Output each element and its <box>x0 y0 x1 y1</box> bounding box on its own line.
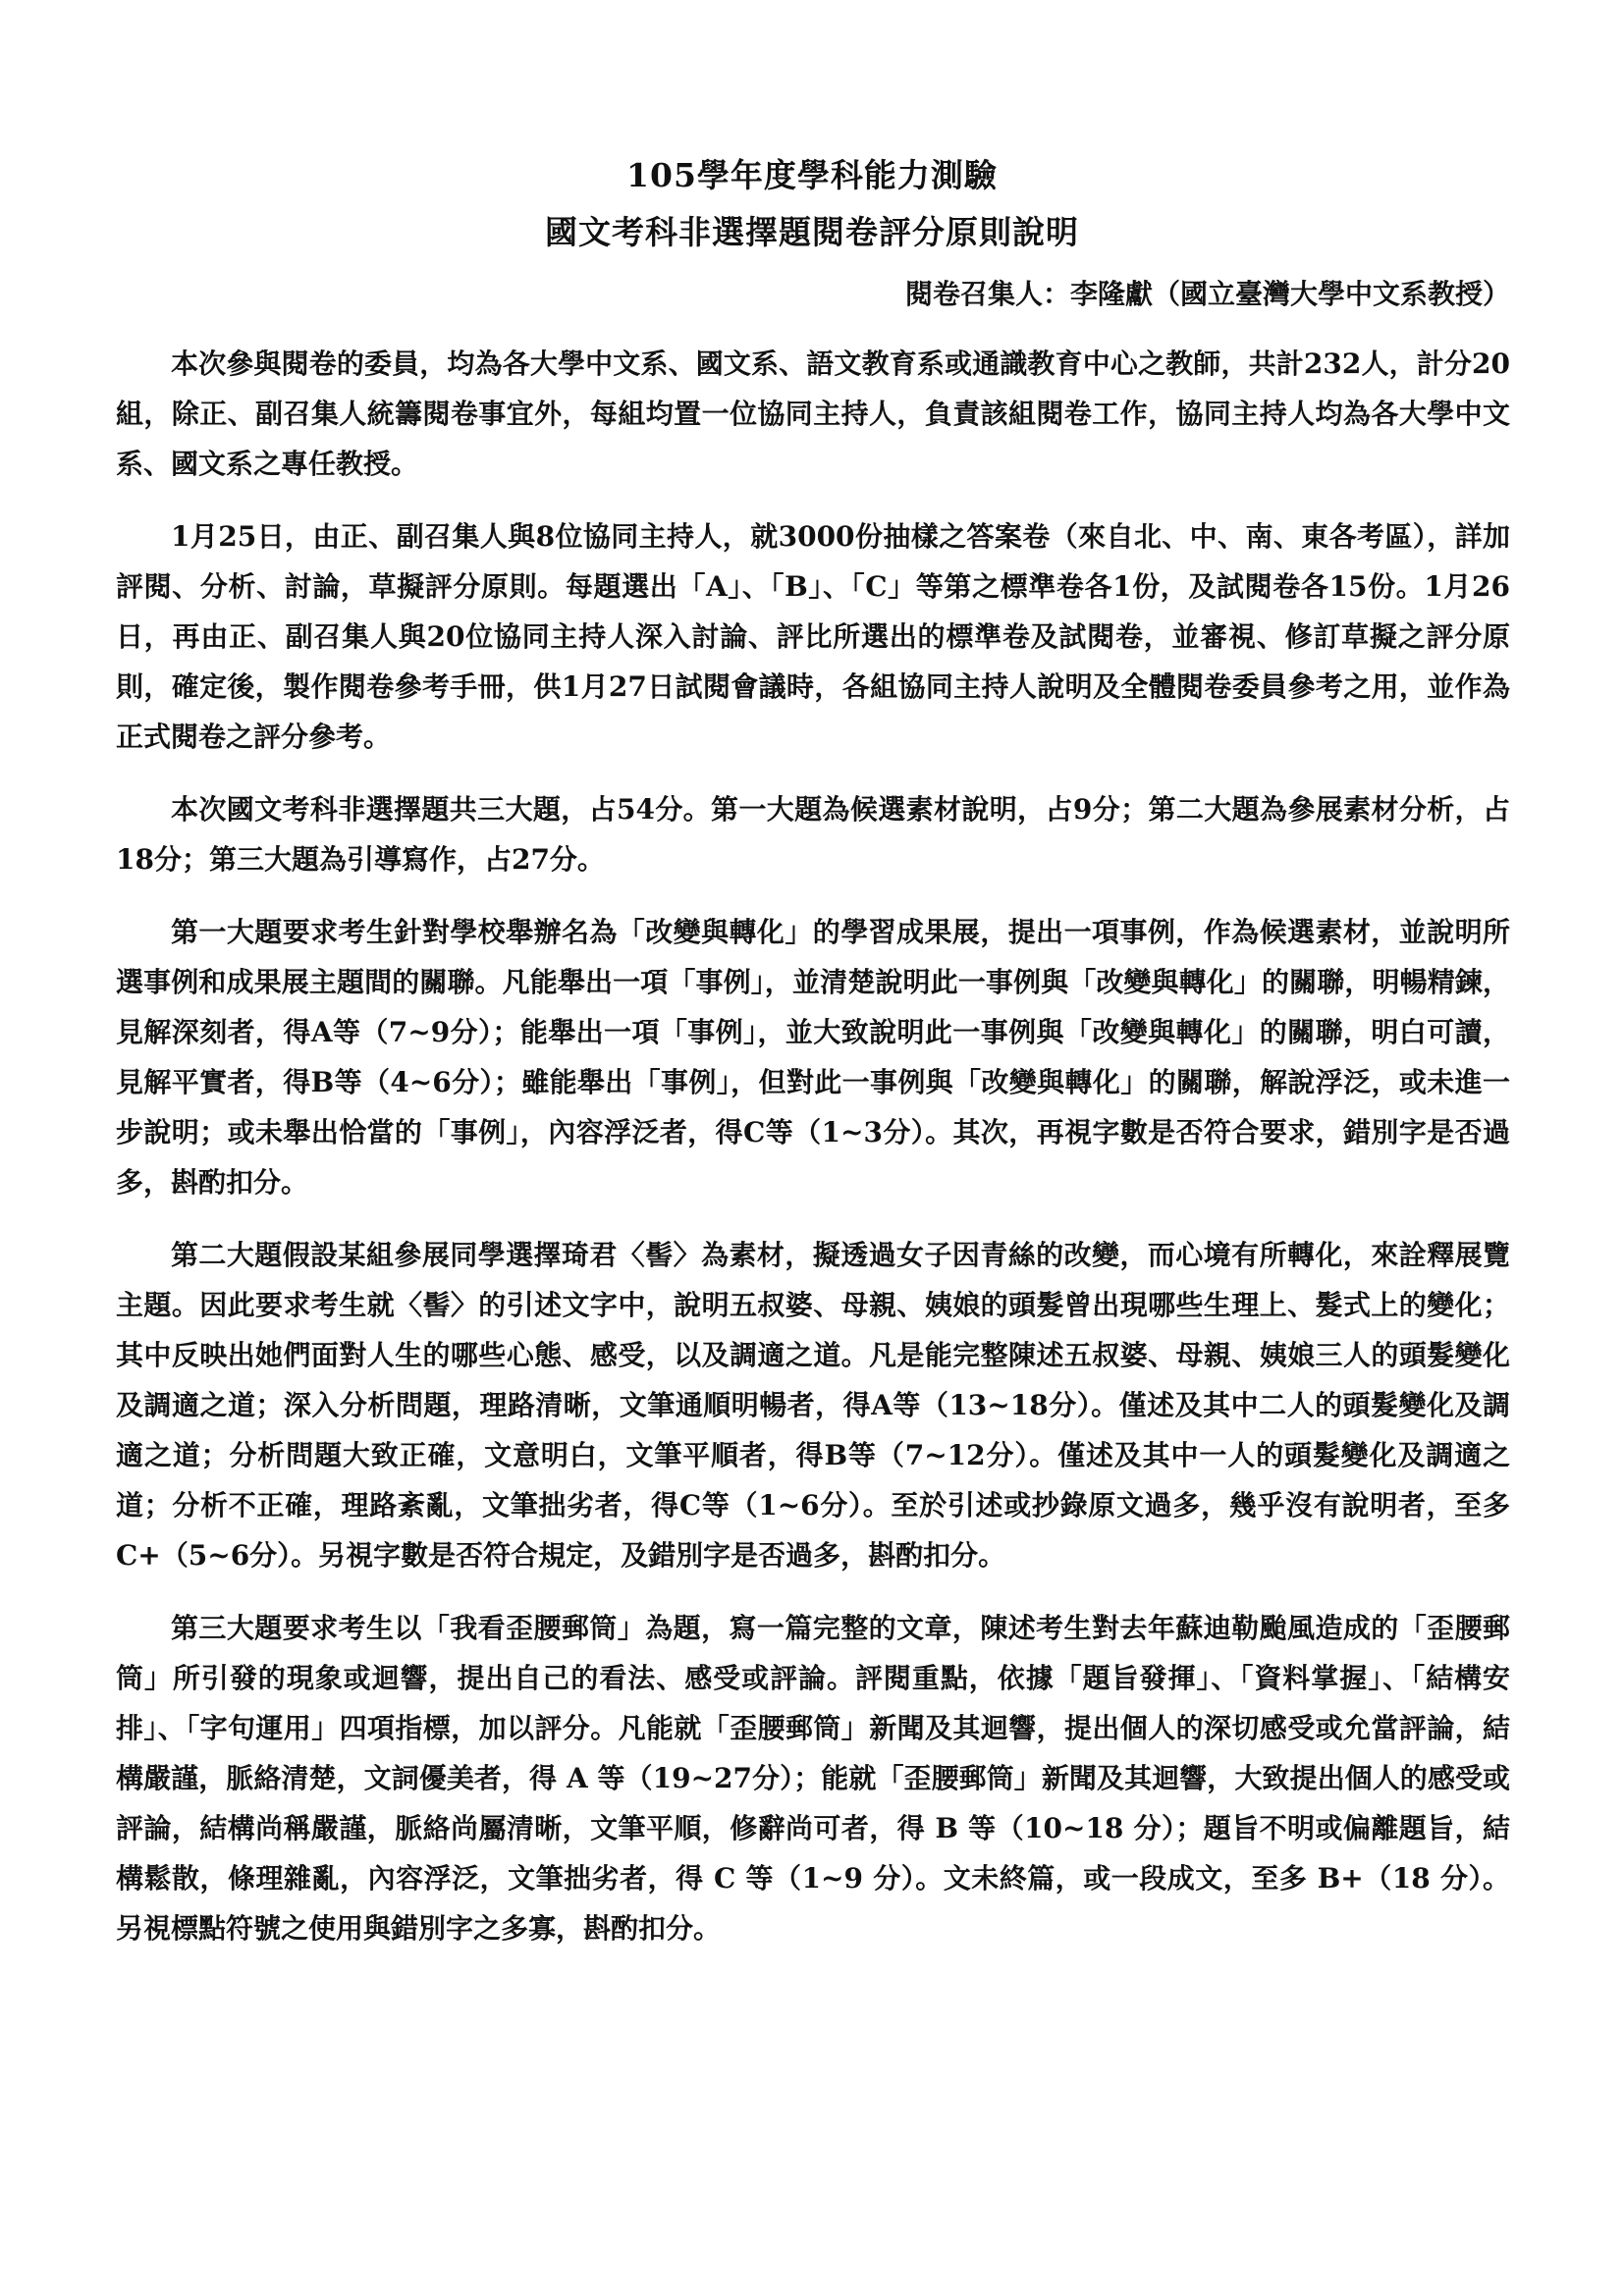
paragraph-question-2: 第二大題假設某組參展同學選擇琦君〈髻〉為素材，擬透過女子因青絲的改變，而心境有所轉化，來詮釋展覽主題。因此要求考生就〈髻〉的引述文字中，說明五叔婆、母親、姨娘的頭髮曾出現哪些生理上、髮式上的變化；其中反映出她們面對人生的哪些心態、感受，以及調適之道。凡是能完整陳述五叔婆、母親、姨娘三人的頭髮變化及調適之道；深入分析問題，理路清晰，文筆通順明暢者，得A等（13~18分）。僅述及其中二人的頭髮變化及調適之道；分析問題大致正確，文意明白，文筆平順者，得B等（7~12分）。僅述及其中一人的頭髮變化及調適之道；分析不正確，理路紊亂，文筆拙劣者，得C等（1~6分）。至於引述或抄錄原文過多，幾乎沒有說明者，至多C+（5~6分）。另視字數是否符合規定，及錯別字是否過多，斟酌扣分。 <box>116 1239 1510 1572</box>
document-body <box>116 339 1510 1976</box>
paragraph-overview: 本次國文考科非選擇題共三大題，占54分。第一大題為候選素材說明，占9分；第二大題為參展素材分析，占18分；第三大題為引導寫作，占27分。 <box>116 793 1510 876</box>
document-title: 105學年度學科能力測驗 <box>626 156 998 194</box>
convener-line: 閱卷召集人：李隆獻（國立臺灣大學中文系教授） <box>904 278 1510 310</box>
paragraph-question-3: 第三大題要求考生以「我看歪腰郵筒」為題，寫一篇完整的文章，陳述考生對去年蘇迪勒颱風造成的「歪腰郵筒」所引發的現象或迴響，提出自己的看法、感受或評論。評閱重點，依據「題旨發揮」、「資料掌握」、「結構安排」、「字句運用」四項指標，加以評分。凡能就「歪腰郵筒」新聞及其迴響，提出個人的深切感受或允當評論，結構嚴謹，脈絡清楚，文詞優美者，得 A 等（19~27分）；能就「歪腰郵筒」新聞及其迴響，大致提出個人的感受或評論，結構尚稱嚴謹，脈絡尚屬清晰，文筆平順，修辭尚可者，得 B 等（10~18 分）；題旨不明或偏離題旨，結構鬆散，條理雜亂，內容浮泛，文筆拙劣者，得 C 等（1~9 分）。文未終篇，或一段成文，至多 B+（18 分）。另視標點符號之使用與錯別字之多寡，斟酌扣分。 <box>116 1612 1510 1945</box>
paragraph-process: 1月25日，由正、副召集人與8位協同主持人，就3000份抽樣之答案卷（來自北、中、南、東各考區），詳加評閱、分析、討論，草擬評分原則。每題選出「A」、「B」、「C」等第之標準卷各1份，及試閱卷各15份。1月26日，再由正、副召集人與20位協同主持人深入討論、評比所選出的標準卷及試閱卷，並審視、修訂草擬之評分原則，確定後，製作閱卷參考手冊，供1月27日試閱會議時，各組協同主持人說明及全體閱卷委員參考之用，並作為正式閱卷之評分參考。 <box>116 520 1510 753</box>
document-subtitle: 國文考科非選擇題閱卷評分原則說明 <box>545 213 1079 251</box>
paragraph-committee: 本次參與閱卷的委員，均為各大學中文系、國文系、語文教育系或通識教育中心之教師，共計232人，計分20組，除正、副召集人統籌閱卷事宜外，每組均置一位協同主持人，負責該組閱卷工作，協同主持人均為各大學中文系、國文系之專任教授。 <box>116 347 1510 480</box>
title-block <box>0 147 1624 261</box>
paragraph-question-1: 第一大題要求考生針對學校舉辦名為「改變與轉化」的學習成果展，提出一項事例，作為候選素材，並說明所選事例和成果展主題間的關聯。凡能舉出一項「事例」，並清楚說明此一事例與「改變與轉化」的關聯，明暢精鍊，見解深刻者，得A等（7~9分）；能舉出一項「事例」，並大致說明此一事例與「改變與轉化」的關聯，明白可讀，見解平實者，得B等（4~6分）；雖能舉出「事例」，但對此一事例與「改變與轉化」的關聯，解說浮泛，或未進一步說明；或未舉出恰當的「事例」，內容浮泛者，得C等（1~3分）。其次，再視字數是否符合要求，錯別字是否過多，斟酌扣分。 <box>116 916 1510 1199</box>
